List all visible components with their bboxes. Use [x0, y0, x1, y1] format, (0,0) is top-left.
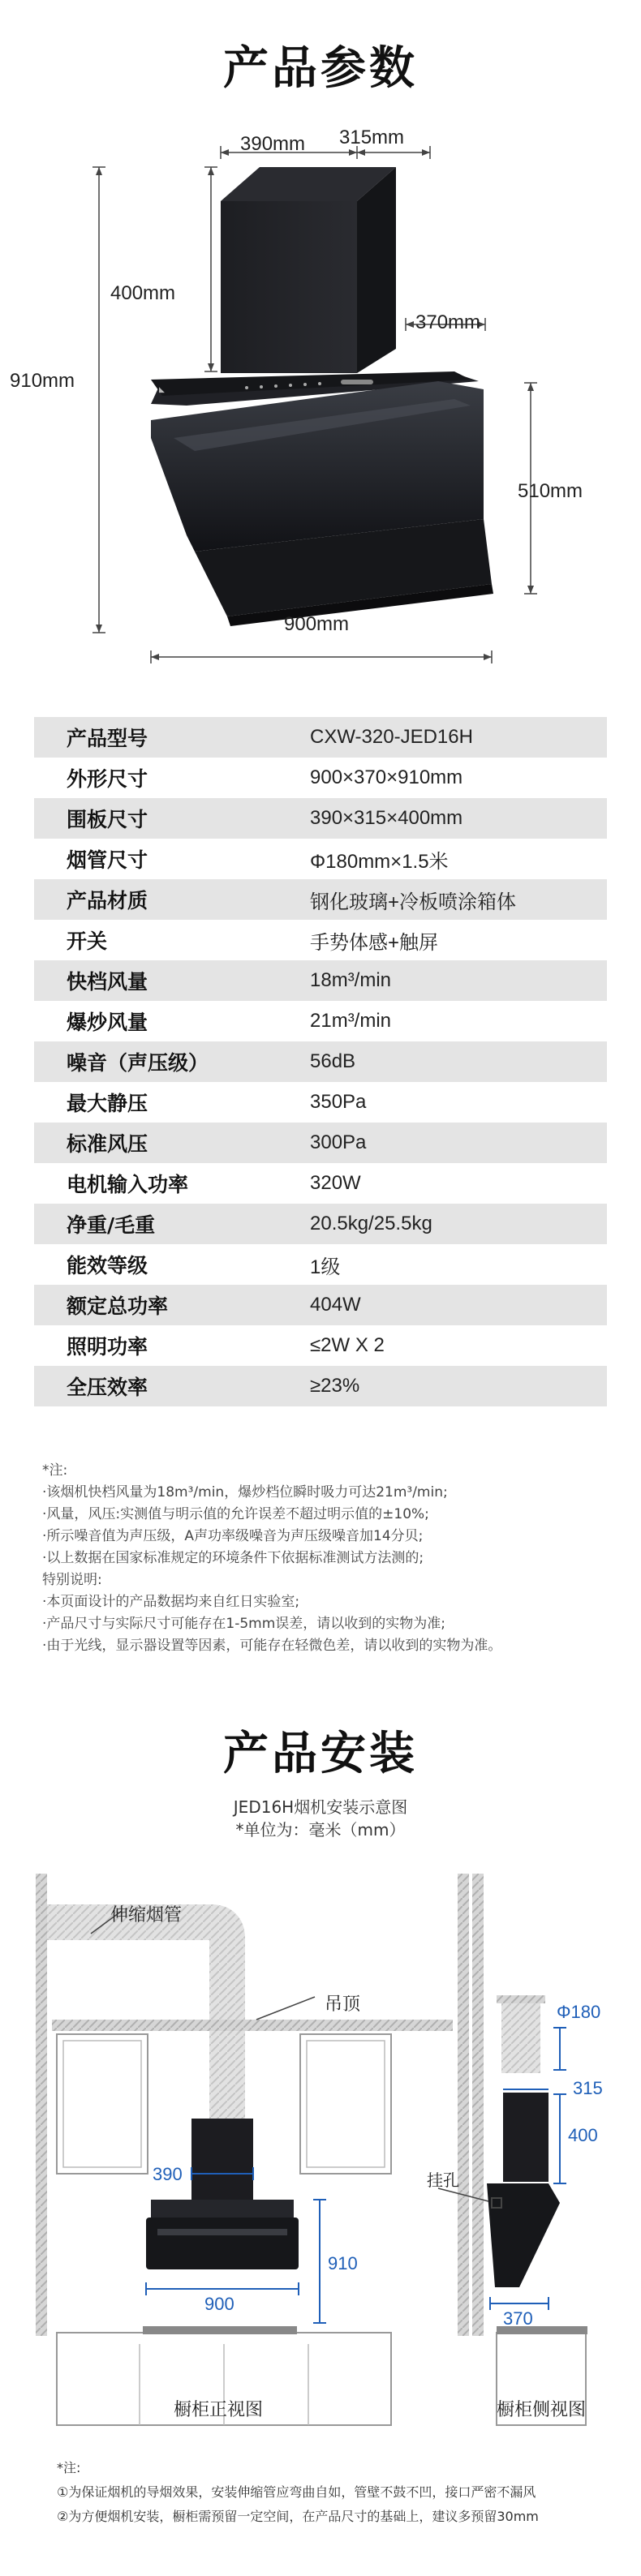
params-title: 产品参数	[223, 42, 418, 95]
install-figure	[0, 1865, 641, 2433]
spec-notes	[42, 1460, 626, 1657]
dim-900-label: 900mm	[284, 613, 350, 635]
spec-key: 产品型号	[67, 727, 148, 750]
spec-value: 320W	[310, 1172, 361, 1194]
front-hood-body	[146, 2218, 299, 2269]
note-line: ·产品尺寸与实际尺寸可能存在1-5mm误差，请以收到的实物为准;	[42, 1616, 446, 1632]
spec-row	[34, 1285, 607, 1325]
spec-row	[34, 1123, 607, 1163]
install-unit: *单位为：毫米（mm）	[235, 1820, 406, 1840]
side-370-label: 370	[503, 2308, 533, 2329]
side-view-caption: 橱柜侧视图	[497, 2399, 587, 2419]
spec-row	[34, 1163, 607, 1204]
front-view-caption: 橱柜正视图	[174, 2399, 264, 2419]
install-title: 产品安装	[223, 1728, 418, 1780]
side-wall	[472, 1874, 484, 2336]
spec-row	[34, 758, 607, 798]
note-line: 特别说明:	[42, 1572, 102, 1588]
spec-row	[34, 1041, 607, 1082]
spec-row	[34, 798, 607, 839]
spec-value: ≤2W X 2	[310, 1334, 385, 1356]
spec-row	[34, 1204, 607, 1244]
hook-label: 挂孔	[427, 2172, 459, 2190]
spec-key: 噪音（声压级）	[67, 1051, 209, 1075]
spec-value: Φ180mm×1.5米	[310, 850, 449, 873]
install-note-line: ②为方便烟机安装，橱柜需预留一定空间，在产品尺寸的基础上，建议多预留30mm	[57, 2509, 539, 2524]
spec-value: 钢化玻璃+冷板喷涂箱体	[310, 891, 517, 913]
spec-key: 围板尺寸	[67, 808, 148, 831]
spec-value: 350Pa	[310, 1091, 367, 1113]
spec-table	[34, 717, 607, 1406]
side-duct	[501, 2003, 540, 2073]
spec-row	[34, 839, 607, 879]
spec-row	[34, 1325, 607, 1366]
spec-value: ≥23%	[310, 1375, 360, 1397]
spec-key: 标准风压	[67, 1132, 148, 1156]
spec-key: 额定总功率	[67, 1294, 169, 1318]
spec-key: 净重/毛重	[67, 1213, 156, 1237]
dim-910-label: 910mm	[10, 370, 75, 392]
duct-label: 伸缩烟管	[110, 1904, 183, 1925]
side-phi180-label: Φ180	[557, 2002, 601, 2022]
spec-value: 390×315×400mm	[310, 807, 463, 829]
spec-row	[34, 879, 607, 920]
dim-400-label: 400mm	[110, 282, 176, 304]
install-drawing	[0, 1865, 641, 2433]
note-line: *注:	[42, 1462, 68, 1479]
chimney-side	[357, 167, 396, 373]
spec-value: 21m³/min	[310, 1010, 392, 1032]
chimney-front	[221, 201, 357, 373]
side-hood-chimney	[503, 2093, 549, 2182]
spec-key: 快档风量	[67, 970, 148, 994]
spec-key: 全压效率	[67, 1376, 148, 1399]
dim-370-label: 370mm	[415, 311, 481, 333]
spec-row	[34, 1001, 607, 1041]
install-subtitle: JED16H烟机安装示意图	[233, 1797, 408, 1817]
svg-text:◣: ◣	[159, 385, 165, 393]
side-315-label: 315	[573, 2078, 603, 2098]
spec-value: 手势体感+触屏	[310, 931, 439, 954]
dim-510-label: 510mm	[518, 480, 583, 502]
dimension-figure	[0, 97, 641, 665]
front-390-label: 390	[153, 2164, 183, 2184]
spec-value: 404W	[310, 1294, 361, 1316]
spec-value: 900×370×910mm	[310, 766, 463, 788]
spec-value: 18m³/min	[310, 969, 392, 991]
spec-key: 外形尺寸	[67, 767, 148, 791]
front-wall-right	[458, 1874, 469, 2336]
front-910-label: 910	[328, 2253, 358, 2273]
spec-value: CXW-320-JED16H	[310, 726, 473, 748]
spec-row	[34, 1244, 607, 1285]
spec-row	[34, 717, 607, 758]
spec-value: 1级	[310, 1256, 341, 1278]
spec-value: 20.5kg/25.5kg	[310, 1213, 432, 1234]
ceiling	[52, 2020, 453, 2031]
install-notes	[57, 2456, 625, 2529]
spec-key: 开关	[67, 930, 108, 953]
note-line: ·风量，风压:实测值与明示值的允许误差不超过明示值的±10%;	[42, 1506, 429, 1522]
front-900-label: 900	[204, 2294, 234, 2314]
install-note-line: ①为保证烟机的导烟效果，安装伸缩管应弯曲自如，管壁不鼓不凹，接口严密不漏风	[57, 2484, 536, 2500]
spec-key: 产品材质	[67, 889, 148, 912]
front-wall-left	[36, 1874, 47, 2336]
note-line: ·以上数据在国家标准规定的环境条件下依据标准测试方法测的;	[42, 1550, 424, 1566]
side-hood-body	[487, 2183, 560, 2287]
side-400-label: 400	[568, 2125, 598, 2145]
spec-row	[34, 920, 607, 960]
front-hood-chimney	[191, 2119, 253, 2200]
install-note-line: *注:	[57, 2460, 81, 2475]
dim-390-label: 390mm	[240, 133, 306, 155]
spec-key: 爆炒风量	[67, 1011, 148, 1034]
spec-key: 能效等级	[67, 1254, 148, 1277]
spec-row	[34, 1082, 607, 1123]
note-line: ·由于光线，显示器设置等因素，可能存在轻微色差，请以收到的实物为准。	[42, 1638, 502, 1654]
note-line: ·所示噪音值为声压级，A声功率级噪音为声压级噪音加14分贝;	[42, 1528, 424, 1544]
spec-key: 最大静压	[67, 1092, 148, 1115]
ceiling-label: 吊顶	[325, 1994, 361, 2014]
note-line: ·该烟机快档风量为18m³/min，爆炒档位瞬时吸力可达21m³/min;	[42, 1484, 448, 1501]
spec-key: 烟管尺寸	[67, 848, 148, 872]
spec-value: 300Pa	[310, 1131, 367, 1153]
note-line: ·本页面设计的产品数据均来自红日实验室;	[42, 1594, 300, 1610]
hood-dimension-drawing	[0, 97, 641, 665]
spec-key: 电机输入功率	[67, 1173, 189, 1196]
spec-row	[34, 1366, 607, 1406]
dim-315-label: 315mm	[339, 127, 405, 148]
spec-key: 照明功率	[67, 1335, 148, 1359]
spec-row	[34, 960, 607, 1001]
spec-value: 56dB	[310, 1050, 356, 1072]
